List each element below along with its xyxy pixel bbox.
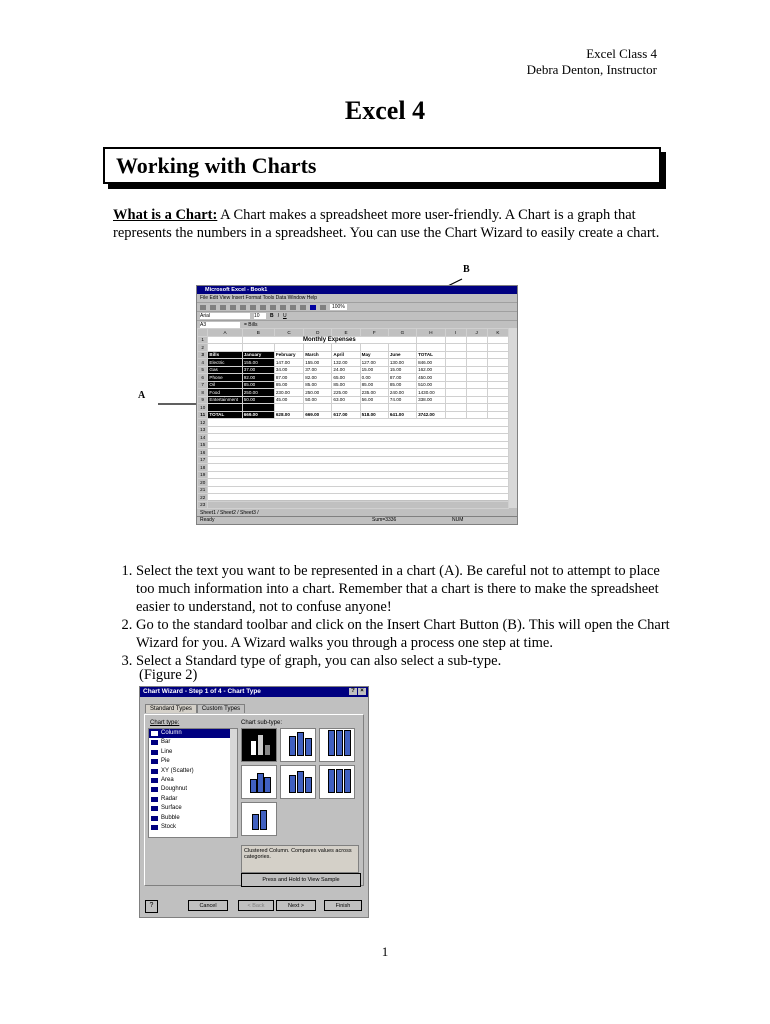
status-sum: Sum=3336 bbox=[372, 517, 397, 523]
col-header: F bbox=[360, 329, 388, 337]
cell: 155.00 bbox=[304, 359, 332, 367]
cell: 450.00 bbox=[417, 374, 446, 382]
cell: 162.00 bbox=[417, 366, 446, 374]
sort-icon bbox=[300, 305, 306, 310]
list-item: Bubble bbox=[149, 814, 237, 823]
table-row: 11 TOTAL 669.00 628.00 669.00 617.00 518.00 641.00 3742.00 bbox=[198, 411, 509, 419]
name-box: A3 bbox=[200, 322, 240, 328]
col-header: K bbox=[487, 329, 508, 337]
paste-icon bbox=[260, 305, 266, 310]
table-row: 3 Bills January February March April May June TOTAL bbox=[198, 351, 509, 359]
cell: 87.00 bbox=[388, 374, 416, 382]
undo-icon bbox=[270, 305, 276, 310]
cell: 132.00 bbox=[332, 359, 360, 367]
excel-menu-bar bbox=[197, 294, 517, 303]
tab-custom-types: Custom Types bbox=[197, 704, 245, 713]
zoom-box: 100% bbox=[332, 304, 345, 310]
excel-screenshot bbox=[196, 285, 518, 525]
excel-menu: File Edit View Insert Format Tools Data Window Help bbox=[200, 295, 318, 301]
cell: 1430.00 bbox=[417, 389, 446, 397]
cell: TOTAL bbox=[417, 351, 446, 359]
cell: 338.00 bbox=[417, 396, 446, 404]
intro-label: What is a Chart: bbox=[113, 207, 218, 223]
subtype-label: Chart sub-type: bbox=[241, 720, 283, 726]
subtype-3d-stacked-icon bbox=[280, 765, 316, 799]
new-icon bbox=[200, 305, 206, 310]
cell: 641.00 bbox=[388, 411, 416, 419]
excel-title-bar: Microsoft Excel - Book1 bbox=[197, 286, 517, 294]
cell: 235.00 bbox=[360, 389, 388, 397]
cell: 85.00 bbox=[304, 381, 332, 389]
next-button: Next > bbox=[276, 900, 316, 911]
cell: 85.00 bbox=[360, 381, 388, 389]
hyperlink-icon bbox=[280, 305, 286, 310]
table-row: 20 bbox=[198, 479, 509, 487]
col-header: A bbox=[208, 329, 242, 337]
table-row: 16 bbox=[198, 449, 509, 457]
wizard-title: Chart Wizard - Step 1 of 4 - Chart Type bbox=[143, 688, 261, 695]
cell: 0.00 bbox=[360, 374, 388, 382]
cell: 3742.00 bbox=[417, 411, 446, 419]
subtype-clustered-column-icon bbox=[241, 728, 277, 762]
wizard-title-bar bbox=[140, 687, 368, 697]
list-item: Bar bbox=[149, 738, 237, 747]
excel-status-bar bbox=[197, 516, 518, 524]
cell: 87.00 bbox=[274, 374, 303, 382]
list-item: XY (Scatter) bbox=[149, 767, 237, 776]
finish-button: Finish bbox=[324, 900, 362, 911]
cell: 15.00 bbox=[388, 366, 416, 374]
cell: Electric bbox=[208, 359, 242, 367]
col-header: H bbox=[417, 329, 446, 337]
copy-icon bbox=[250, 305, 256, 310]
column-headers bbox=[198, 329, 509, 337]
open-icon bbox=[210, 305, 216, 310]
cell: 85.00 bbox=[242, 381, 274, 389]
cell: 240.00 bbox=[388, 389, 416, 397]
col-header: D bbox=[304, 329, 332, 337]
bubble-chart-icon bbox=[151, 816, 158, 821]
table-row: 4 Electric 155.00 147.00 155.00 132.00 127.00 130.00 846.00 bbox=[198, 359, 509, 367]
col-header: C bbox=[274, 329, 303, 337]
cell: 846.00 bbox=[417, 359, 446, 367]
stock-chart-icon bbox=[151, 825, 158, 830]
col-header: J bbox=[466, 329, 487, 337]
italic-icon: I bbox=[277, 313, 280, 319]
cell: 617.00 bbox=[332, 411, 360, 419]
list-item: Doughnut bbox=[149, 785, 237, 794]
page-number: 1 bbox=[381, 944, 389, 959]
subtype-100-column-icon bbox=[319, 728, 355, 762]
cell: 92.00 bbox=[242, 374, 274, 382]
cell: 85.00 bbox=[388, 381, 416, 389]
wizard-help-icon: ? bbox=[145, 900, 158, 913]
chart-type-list bbox=[148, 728, 238, 838]
cell: 669.00 bbox=[242, 411, 274, 419]
cell: January bbox=[242, 351, 274, 359]
scatter-chart-icon bbox=[151, 769, 158, 774]
cell: 250.00 bbox=[304, 389, 332, 397]
cell: 147.00 bbox=[274, 359, 303, 367]
cell: 510.00 bbox=[417, 381, 446, 389]
table-row: 7 Oil 85.00 85.00 85.00 85.00 85.00 85.00 510.00 bbox=[198, 381, 509, 389]
surface-chart-icon bbox=[151, 806, 158, 811]
area-chart-icon bbox=[151, 778, 158, 783]
cell: February bbox=[274, 351, 303, 359]
wizard-pane bbox=[144, 714, 364, 886]
header-class: Excel Class 4 bbox=[586, 46, 657, 61]
list-item: Line bbox=[149, 748, 237, 757]
subtype-grid bbox=[241, 728, 359, 846]
table-row: 14 bbox=[198, 434, 509, 442]
list-item: Pie bbox=[149, 757, 237, 766]
excel-standard-toolbar bbox=[197, 303, 517, 312]
cell: 34.00 bbox=[274, 366, 303, 374]
cell: April bbox=[332, 351, 360, 359]
list-item: 1. Select the text you want to be represented in a chart (A). Be careful not to attempt to place too much information into a chart. Remember that a chart is there to make the spreadsheet easier to understand, not to confuse anyone! bbox=[136, 562, 681, 616]
corner-cell bbox=[198, 329, 208, 337]
chart-type-label: Chart type: bbox=[150, 720, 180, 726]
cell: Phone bbox=[208, 374, 242, 382]
underline-icon: U bbox=[283, 313, 287, 319]
list-item: Area bbox=[149, 776, 237, 785]
pie-chart-icon bbox=[151, 759, 158, 764]
table-row: 2 bbox=[198, 344, 509, 352]
table-row: 21 bbox=[198, 486, 509, 494]
table-row: 18 bbox=[198, 464, 509, 472]
subtype-stacked-column-icon bbox=[280, 728, 316, 762]
col-header: I bbox=[445, 329, 466, 337]
cell: 24.00 bbox=[332, 366, 360, 374]
cell: Oil bbox=[208, 381, 242, 389]
table-row: 17 bbox=[198, 456, 509, 464]
list-item: Surface bbox=[149, 804, 237, 813]
line-chart-icon bbox=[151, 750, 158, 755]
view-sample-button: Press and Hold to View Sample bbox=[241, 873, 361, 887]
col-header: E bbox=[332, 329, 360, 337]
table-row: 13 bbox=[198, 426, 509, 434]
table-row: 22 bbox=[198, 494, 509, 502]
table-row: 19 bbox=[198, 471, 509, 479]
table-row: 15 bbox=[198, 441, 509, 449]
table-row: 5 Gas 37.00 34.00 37.00 24.00 15.00 15.00 162.00 bbox=[198, 366, 509, 374]
table-row: 12 bbox=[198, 419, 509, 427]
status-ready: Ready bbox=[200, 517, 215, 523]
figure-label: (Figure 2) bbox=[139, 667, 198, 683]
cell: 37.00 bbox=[242, 366, 274, 374]
cell: 130.00 bbox=[388, 359, 416, 367]
table-row: 8 Food 250.00 230.00 250.00 225.00 235.00 240.00 1430.00 bbox=[198, 389, 509, 397]
table-row: 23 bbox=[198, 501, 509, 509]
cell: 65.00 bbox=[332, 374, 360, 382]
list-item: 2. Go to the standard toolbar and click on the Insert Chart Button (B). This will open the Chart Wizard for you. A Wizard walks you through a process one step at time. bbox=[136, 616, 681, 652]
cell: TOTAL bbox=[208, 411, 242, 419]
cell: Bills bbox=[208, 351, 242, 359]
cell: 518.00 bbox=[360, 411, 388, 419]
bar-chart-icon bbox=[151, 740, 158, 745]
cancel-button: Cancel bbox=[188, 900, 228, 911]
chart-wizard-screenshot bbox=[139, 686, 369, 918]
col-header: B bbox=[242, 329, 274, 337]
sheet-title: Monthly Expenses bbox=[242, 336, 416, 344]
size-box: 10 bbox=[254, 313, 266, 319]
print-icon bbox=[230, 305, 236, 310]
list-item: Column bbox=[149, 729, 237, 738]
doughnut-chart-icon bbox=[151, 787, 158, 792]
table-row: 1 Monthly Expenses bbox=[198, 336, 509, 344]
sheet-tab-labels: Sheet1 / Sheet2 / Sheet3 / bbox=[200, 510, 259, 516]
cell: Entertainment bbox=[208, 396, 242, 404]
intro-text: A Chart makes a spreadsheet more user-friendly. A Chart is a graph that represents the numbers in a spreadsheet. You can use the Chart Wizard to easily create a chart. bbox=[113, 207, 660, 241]
back-button: < Back bbox=[238, 900, 274, 911]
excel-format-toolbar bbox=[197, 312, 517, 321]
column-chart-icon bbox=[151, 731, 158, 736]
cell: 250.00 bbox=[242, 389, 274, 397]
table-row: 6 Phone 92.00 87.00 82.00 65.00 0.00 87.00 450.00 bbox=[198, 374, 509, 382]
save-icon bbox=[220, 305, 226, 310]
status-num: NUM bbox=[452, 517, 464, 523]
cell: 225.00 bbox=[332, 389, 360, 397]
cut-icon bbox=[240, 305, 246, 310]
cell: 230.00 bbox=[274, 389, 303, 397]
excel-grid bbox=[197, 328, 509, 508]
bold-icon: B bbox=[270, 313, 274, 319]
cell: 37.00 bbox=[304, 366, 332, 374]
tab-standard-types: Standard Types bbox=[145, 704, 197, 713]
cell: 85.00 bbox=[274, 381, 303, 389]
list-item: 3. Select a Standard type of graph, you can also select a sub-type. bbox=[136, 652, 681, 670]
cell: Food bbox=[208, 389, 242, 397]
cell: Gas bbox=[208, 366, 242, 374]
cell: 50.00 bbox=[242, 396, 274, 404]
label-b: B bbox=[463, 264, 470, 275]
cell: 82.00 bbox=[304, 374, 332, 382]
cell: 15.00 bbox=[360, 366, 388, 374]
doc-title: Excel 4 bbox=[344, 96, 426, 125]
table-row: 10 bbox=[198, 404, 509, 412]
cell: 628.00 bbox=[274, 411, 303, 419]
list-item: Radar bbox=[149, 795, 237, 804]
cell: 669.00 bbox=[304, 411, 332, 419]
cell: March bbox=[304, 351, 332, 359]
cell: 63.00 bbox=[332, 396, 360, 404]
cell: June bbox=[388, 351, 416, 359]
map-icon bbox=[320, 305, 326, 310]
excel-vertical-scrollbar bbox=[509, 328, 517, 508]
subtype-description: Clustered Column. Compares values across categories. bbox=[241, 845, 359, 873]
cell: 155.00 bbox=[242, 359, 274, 367]
subtype-3d-100-icon bbox=[319, 765, 355, 799]
cell: May bbox=[360, 351, 388, 359]
close-icon: × bbox=[358, 688, 366, 695]
formula-content: = Bills bbox=[244, 322, 258, 328]
cell: 74.00 bbox=[388, 396, 416, 404]
subtype-3d-column-icon bbox=[241, 802, 277, 836]
radar-chart-icon bbox=[151, 797, 158, 802]
cell: 50.00 bbox=[304, 396, 332, 404]
steps-list bbox=[113, 562, 681, 670]
autosum-icon bbox=[290, 305, 296, 310]
label-a: A bbox=[138, 390, 146, 401]
list-item: Stock bbox=[149, 823, 237, 832]
table-row: 9 Entertainment 50.00 45.00 50.00 63.00 56.00 74.00 338.00 bbox=[198, 396, 509, 404]
cell: 45.00 bbox=[274, 396, 303, 404]
help-icon: ? bbox=[349, 688, 357, 695]
header-instructor: Debra Denton, Instructor bbox=[526, 62, 657, 77]
chart-wizard-icon bbox=[310, 305, 316, 310]
cell: 56.00 bbox=[360, 396, 388, 404]
list-scrollbar bbox=[230, 729, 237, 837]
col-header: G bbox=[388, 329, 416, 337]
font-box: Arial bbox=[200, 313, 250, 319]
section-title: Working with Charts bbox=[116, 153, 317, 178]
cell: 127.00 bbox=[360, 359, 388, 367]
cell: 85.00 bbox=[332, 381, 360, 389]
subtype-3d-clustered-icon bbox=[241, 765, 277, 799]
